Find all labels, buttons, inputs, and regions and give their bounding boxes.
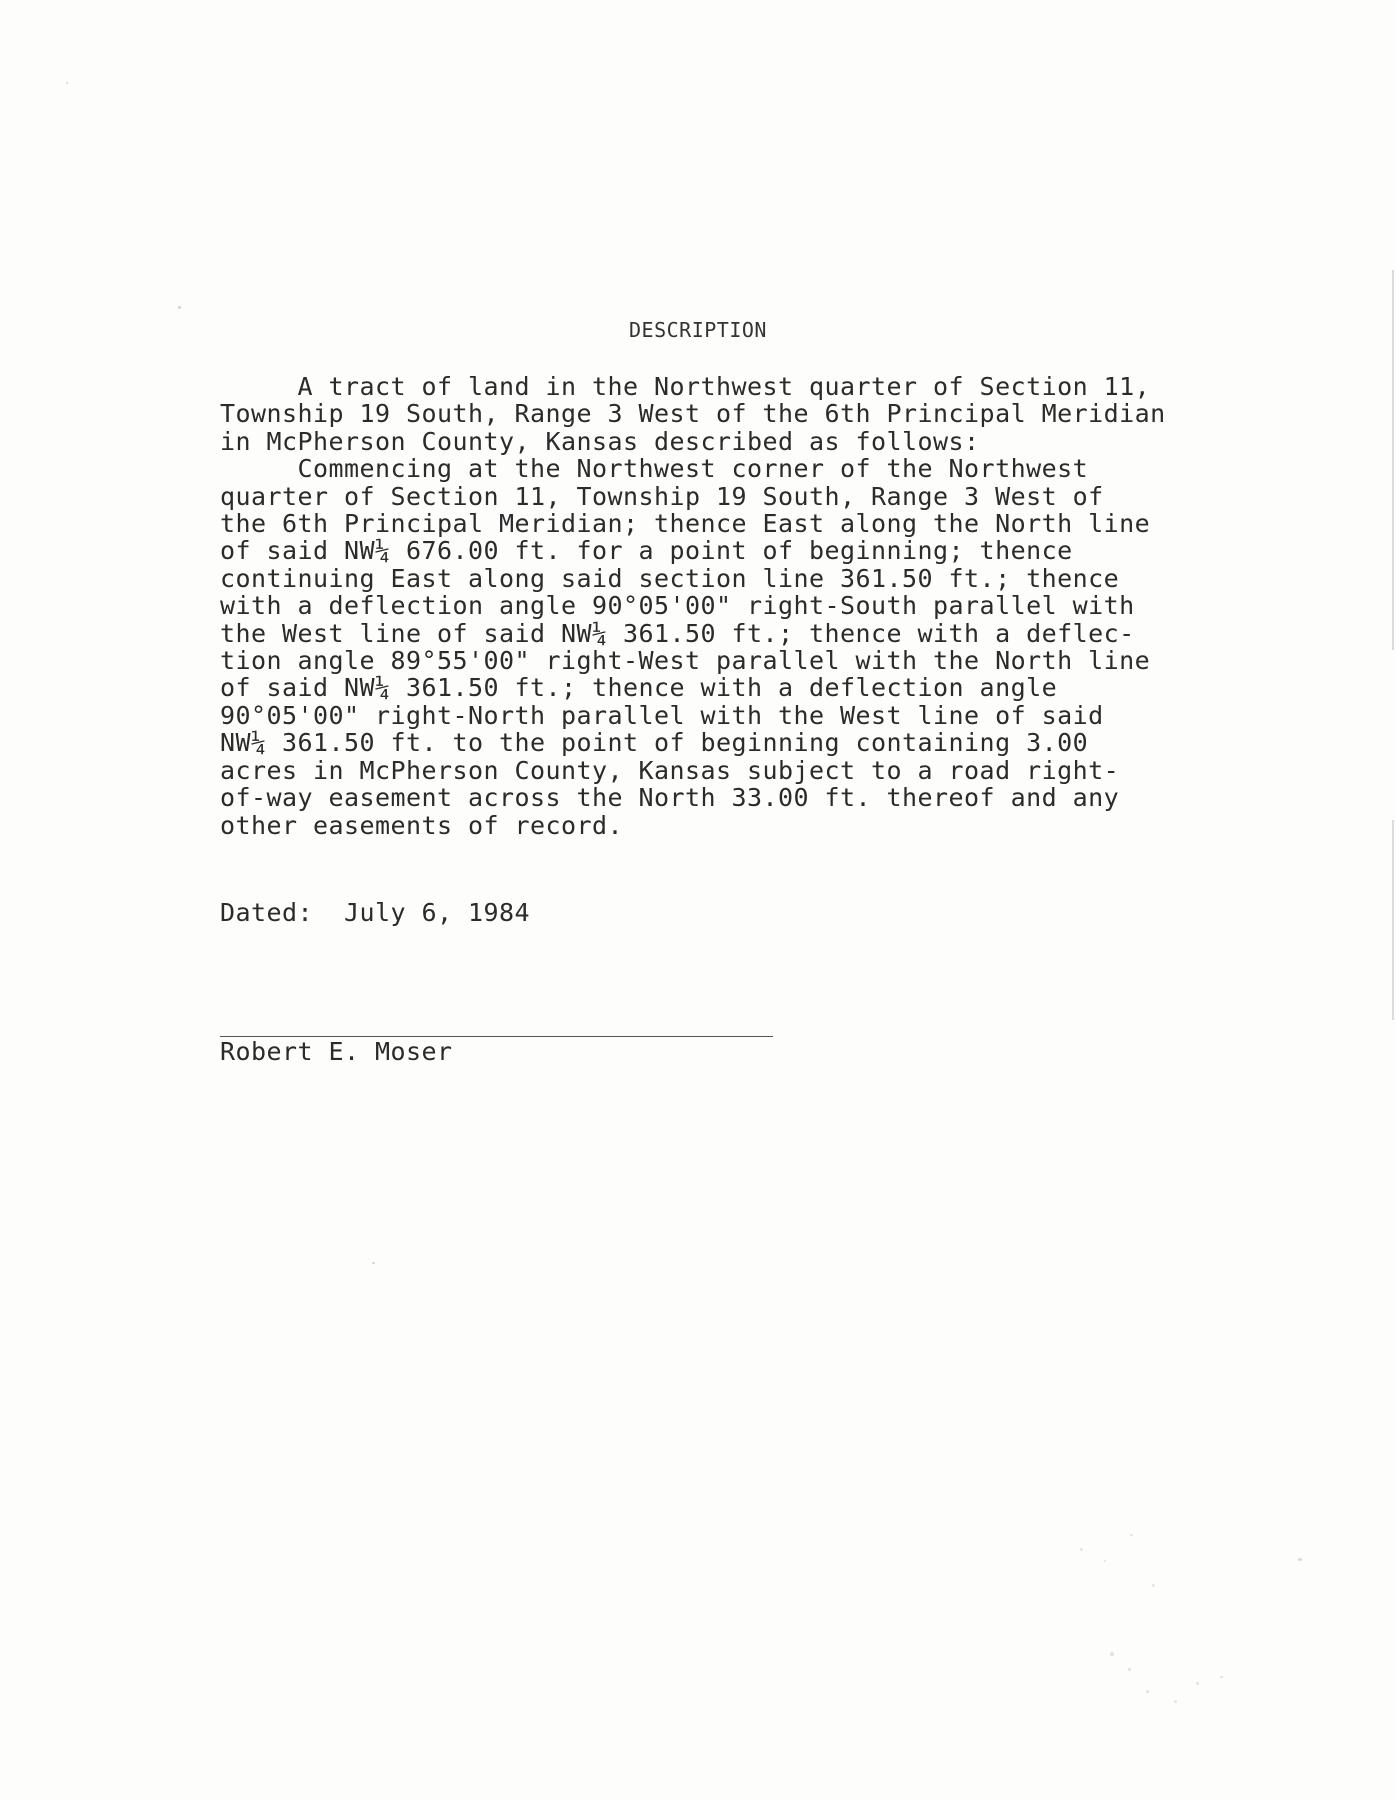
body-line: NW¼ 361.50 ft. to the point of beginning containing 3.00 (220, 728, 1089, 758)
body-line: 90°05'00" right-North parallel with the West line of said (220, 700, 1104, 730)
body-line: quarter of Section 11, Township 19 South, Range 3 West of (220, 481, 1104, 511)
body-line: tion angle 89°55'00" right-West parallel with the North line (220, 646, 1151, 676)
signatory-name: Robert E. Moser (220, 1037, 453, 1066)
scan-speck (1174, 1700, 1177, 1703)
document-heading: DESCRIPTION (629, 318, 767, 342)
scan-speck (1110, 1652, 1114, 1656)
scan-speck (1130, 1534, 1133, 1536)
scan-speck (1298, 1558, 1302, 1561)
scan-speck (1146, 1690, 1149, 1693)
scan-speck (1152, 1584, 1155, 1587)
scan-edge (1392, 270, 1394, 650)
body-line: the West line of said NW¼ 361.50 ft.; thence with a deflec- (220, 618, 1135, 648)
scan-speck (1220, 1676, 1223, 1678)
scan-speck (1128, 1668, 1131, 1671)
body-line: with a deflection angle 90°05'00" right-South parallel with (220, 591, 1135, 621)
scan-edge (1392, 820, 1394, 1020)
scan-speck (1104, 1560, 1106, 1562)
body-line: in McPherson County, Kansas described as follows: (220, 426, 980, 456)
scan-speck (1080, 1548, 1083, 1551)
dated-line: Dated: July 6, 1984 (220, 898, 531, 927)
body-line: continuing East along said section line 361.50 ft.; thence (220, 563, 1120, 593)
body-line: of-way easement across the North 33.00 ft. thereof and any (220, 783, 1120, 813)
body-line: A tract of land in the Northwest quarter of Section 11, (220, 372, 1151, 401)
body-line: other easements of record. (220, 810, 624, 840)
scan-speck (178, 306, 181, 309)
scan-speck (1196, 1682, 1199, 1685)
body-line: Township 19 South, Range 3 West of the 6th Principal Meridian (220, 399, 1166, 429)
body-line: acres in McPherson County, Kansas subject to a road right- (220, 755, 1120, 785)
legal-description-body (220, 373, 1240, 839)
body-line: Commencing at the Northwest corner of the Northwest (220, 454, 1089, 484)
body-line: of said NW¼ 676.00 ft. for a point of beginning; thence (220, 536, 1073, 566)
scan-speck (372, 1262, 375, 1264)
body-line: of said NW¼ 361.50 ft.; thence with a deflection angle (220, 673, 1058, 703)
body-line: the 6th Principal Meridian; thence East along the North line (220, 509, 1151, 539)
scan-speck (66, 82, 68, 84)
